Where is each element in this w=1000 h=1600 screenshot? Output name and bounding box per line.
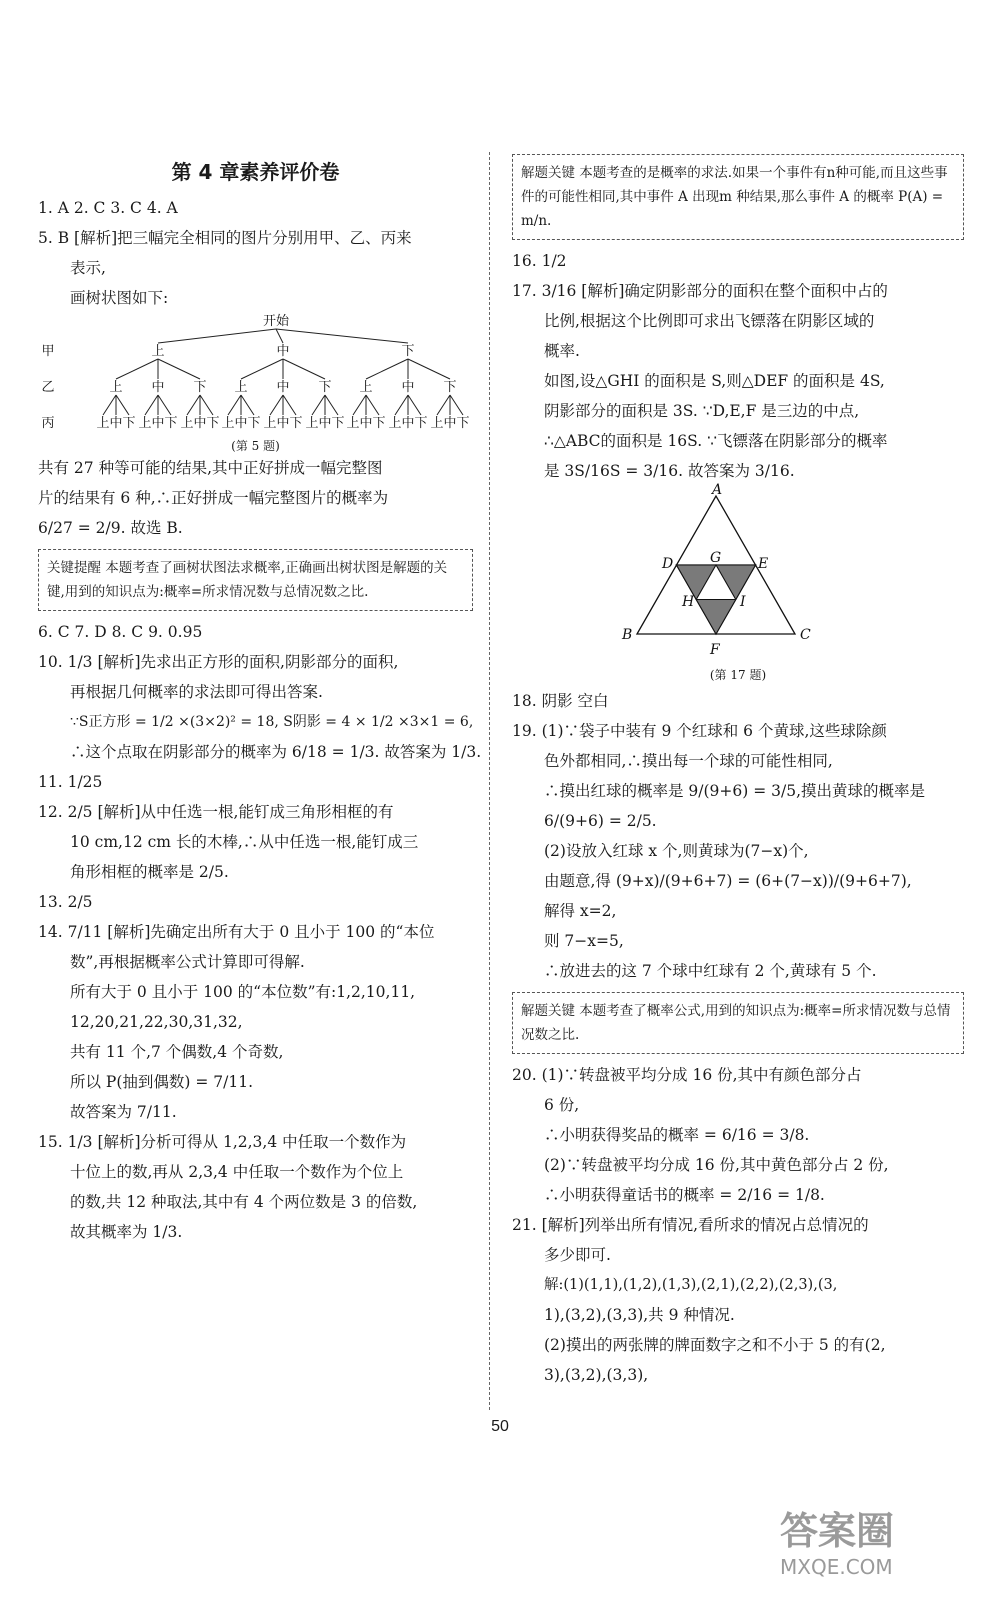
answer-line: 解:(1)(1,1),(1,2),(1,3),(2,1),(2,2),(2,3),(3, xyxy=(544,1277,838,1293)
tree-leaf: 中 xyxy=(401,416,415,431)
tree-branch xyxy=(366,395,379,415)
answer-line: 所有大于 0 且小于 100 的“本位数”有:1,2,10,11, xyxy=(70,983,416,1001)
answer-line: 共有 27 种等可能的结果,其中正好拼成一幅完整图 xyxy=(38,459,383,477)
point-label: F xyxy=(710,642,720,658)
tree-branch xyxy=(116,359,158,379)
tree-node: 中 xyxy=(276,344,290,359)
tree-leaf: 下 xyxy=(372,416,386,431)
answer-line: (2)设放入红球 x 个,则黄球为(7−x)个, xyxy=(544,842,809,860)
answer-line: 比例,根据这个比例即可求出飞镖落在阴影区域的 xyxy=(544,312,875,330)
tree-leaf: 中 xyxy=(359,416,373,431)
tree-node: 下 xyxy=(318,380,332,395)
answer-line: 6/(9+6) = 2/5. xyxy=(544,812,657,830)
tree-branch xyxy=(395,395,408,415)
answer-line: ∴摸出红球的概率是 9/(9+6) = 3/5,摸出黄球的概率是 xyxy=(544,782,926,800)
watermark-text: 答案圈 xyxy=(780,1509,895,1553)
tree-branch xyxy=(228,395,241,415)
point-label: B xyxy=(622,627,633,643)
answer-line: 18. 阴影 空白 xyxy=(512,692,609,710)
shaded-triangle xyxy=(696,600,736,635)
tree-branch xyxy=(270,395,283,415)
tree-leaf: 中 xyxy=(276,416,290,431)
answer-line: 十位上的数,再从 2,3,4 中任取一个数作为个位上 xyxy=(70,1163,404,1181)
answer-line: 12,20,21,22,30,31,32, xyxy=(70,1013,243,1031)
tree-leaf: 中 xyxy=(318,416,332,431)
tree-branch xyxy=(241,395,254,415)
answer-line: 是 3S/16S = 3/16. 故答案为 3/16. xyxy=(544,462,795,480)
answer-line: 1. A 2. C 3. C 4. A xyxy=(38,199,178,217)
tip-box: 解题关键 本题考查了概率公式,用到的知识点为:概率=所求情况数与总情况数之比. xyxy=(512,992,964,1054)
answer-line: 11. 1/25 xyxy=(38,773,103,791)
answer-line: 共有 11 个,7 个偶数,4 个奇数, xyxy=(70,1043,284,1061)
watermark-logo xyxy=(780,1500,980,1595)
answer-line: 表示, xyxy=(70,259,106,277)
answer-line: 16. 1/2 xyxy=(512,252,567,270)
tree-leaf: 上 xyxy=(388,416,402,431)
answer-line: 10. 1/3 [解析]先求出正方形的面积,阴影部分的面积, xyxy=(38,653,399,671)
tree-diagram xyxy=(38,313,473,453)
tree-leaf: 上 xyxy=(138,416,152,431)
answer-line: 6 份, xyxy=(544,1096,580,1114)
triangle-figure xyxy=(512,482,964,686)
tree-node: 上 xyxy=(151,344,165,359)
answer-line: 的数,共 12 种取法,其中有 4 个两位数是 3 的倍数, xyxy=(70,1193,418,1211)
answer-line: 6/27 = 2/9. 故选 B. xyxy=(38,519,183,537)
tree-leaf: 下 xyxy=(289,416,303,431)
tree-leaf: 中 xyxy=(234,416,248,431)
tree-leaf: 上 xyxy=(305,416,319,431)
tree-row-label: 乙 xyxy=(41,380,55,395)
answer-line: 片的结果有 6 种,∴正好拼成一幅完整图片的概率为 xyxy=(38,489,389,507)
tree-branch xyxy=(325,395,338,415)
tree-leaf: 下 xyxy=(206,416,220,431)
answer-line: 数”,再根据概率公式计算即可得解. xyxy=(70,953,305,971)
tree-node: 中 xyxy=(151,380,165,395)
point-label: G xyxy=(710,550,722,566)
point-label: C xyxy=(800,627,811,643)
tree-leaf: 中 xyxy=(443,416,457,431)
tree-branch xyxy=(158,395,171,415)
tree-node: 下 xyxy=(401,344,415,359)
tree-node: 下 xyxy=(193,380,207,395)
tree-branch xyxy=(103,395,116,415)
tree-branch xyxy=(312,395,325,415)
tree-leaf: 上 xyxy=(430,416,444,431)
answer-line: 则 7−x=5, xyxy=(544,932,624,950)
point-label: E xyxy=(758,556,769,572)
answer-line: ∴这个点取在阴影部分的概率为 6/18 = 1/3. 故答案为 1/3. xyxy=(70,743,482,761)
triangle-svg xyxy=(512,482,964,666)
tree-branch xyxy=(408,359,450,379)
tree-leaf: 上 xyxy=(221,416,235,431)
answer-line: 再根据几何概率的求法即可得出答案. xyxy=(70,683,323,701)
tip-box: 解题关键 本题考查的是概率的求法.如果一个事件有n种可能,而且这些事件的可能性相同,其中事件 A 出现m 种结果,那么事件 A 的概率 P(A) = m/n. xyxy=(512,154,964,240)
answer-line: 5. B [解析]把三幅完全相同的图片分别用甲、乙、丙来 xyxy=(38,229,412,247)
answer-line: (2)∵转盘被平均分成 16 份,其中黄色部分占 2 份, xyxy=(544,1156,889,1174)
page-title: 第 4 章素养评价卷 xyxy=(171,160,340,184)
tree-branch xyxy=(276,329,408,343)
figure-caption: (第 17 题) xyxy=(709,668,767,682)
tree-node: 上 xyxy=(109,380,123,395)
tree-leaf: 上 xyxy=(346,416,360,431)
tree-leaf: 中 xyxy=(151,416,165,431)
answer-line: ∴放进去的这 7 个球中红球有 2 个,黄球有 5 个. xyxy=(544,962,877,980)
answer-line: 色外都相同,∴摸出每一个球的可能性相同, xyxy=(544,752,833,770)
tree-leaf: 下 xyxy=(414,416,428,431)
tree-leaf: 上 xyxy=(96,416,110,431)
tree-row-label: 甲 xyxy=(41,344,55,359)
tree-node: 中 xyxy=(401,380,415,395)
tree-root: 开始 xyxy=(262,314,290,329)
answer-line: ∴△ABC的面积是 16S. ∵飞镖落在阴影部分的概率 xyxy=(544,432,888,450)
tree-branch xyxy=(187,395,200,415)
tree-branch xyxy=(353,395,366,415)
answer-line: ∵S正方形 = 1/2 ×(3×2)² = 18, S阴影 = 4 × 1/2 ×3×1 = 6, xyxy=(70,714,474,730)
tree-branch xyxy=(200,395,213,415)
tree-svg xyxy=(38,313,468,438)
tree-branch xyxy=(283,359,325,379)
tree-branch xyxy=(158,359,200,379)
point-label: D xyxy=(662,556,674,572)
tree-leaf: 下 xyxy=(164,416,178,431)
tree-leaf: 中 xyxy=(109,416,123,431)
answer-line: 画树状图如下: xyxy=(70,289,169,307)
tree-branch xyxy=(437,395,450,415)
point-label: H xyxy=(682,594,695,610)
tree-node: 中 xyxy=(276,380,290,395)
answer-line: 故其概率为 1/3. xyxy=(70,1223,183,1241)
right-column xyxy=(512,150,964,1390)
answer-line: 1),(3,2),(3,3),共 9 种情况. xyxy=(544,1306,735,1324)
tree-node: 下 xyxy=(443,380,457,395)
answer-line: 解得 x=2, xyxy=(544,902,617,920)
answer-line: 概率. xyxy=(544,342,580,360)
answer-line: 6. C 7. D 8. C 9. 0.95 xyxy=(38,623,203,641)
tree-leaf: 上 xyxy=(180,416,194,431)
point-label: I xyxy=(740,594,746,610)
point-label: A xyxy=(712,482,723,498)
answer-line: 21. [解析]列举出所有情况,看所求的情况占总情况的 xyxy=(512,1216,869,1234)
figure-caption: (第 5 题) xyxy=(231,439,280,453)
answer-line: 20. (1)∵转盘被平均分成 16 份,其中有颜色部分占 xyxy=(512,1066,862,1084)
answer-line: 故答案为 7/11. xyxy=(70,1103,177,1121)
page-number: 50 xyxy=(491,1418,509,1435)
tree-branch xyxy=(450,395,463,415)
left-column xyxy=(38,150,482,1247)
tree-leaf: 上 xyxy=(263,416,277,431)
tree-branch xyxy=(408,395,421,415)
column-divider xyxy=(489,152,490,1410)
answer-line: ∴小明获得奖品的概率 = 6/16 = 3/8. xyxy=(544,1126,810,1144)
tip-box: 关键提醒 本题考查了画树状图法求概率,正确画出树状图是解题的关键,用到的知识点为:概率=所求情况数与总情况数之比. xyxy=(38,549,473,611)
tree-branch xyxy=(145,395,158,415)
tree-row-label: 丙 xyxy=(41,416,55,431)
tree-leaf: 下 xyxy=(456,416,470,431)
answer-line: 多少即可. xyxy=(544,1246,611,1264)
tree-branch xyxy=(158,329,276,343)
answer-line: 如图,设△GHI 的面积是 S,则△DEF 的面积是 4S, xyxy=(544,372,885,390)
answer-line: 所以 P(抽到偶数) = 7/11. xyxy=(70,1073,254,1091)
tree-branch xyxy=(116,395,129,415)
answer-line: ∴小明获得童话书的概率 = 2/16 = 1/8. xyxy=(544,1186,825,1204)
tree-leaf: 下 xyxy=(331,416,345,431)
answer-line: 3),(3,2),(3,3), xyxy=(544,1366,649,1384)
answer-line: 13. 2/5 xyxy=(38,893,93,911)
answer-line: 19. (1)∵袋子中装有 9 个红球和 6 个黄球,这些球除颜 xyxy=(512,722,887,740)
tree-node: 上 xyxy=(359,380,373,395)
answer-line: 阴影部分的面积是 3S. ∵D,E,F 是三边的中点, xyxy=(544,402,860,420)
tree-branch xyxy=(283,395,296,415)
tree-branch xyxy=(241,359,283,379)
answer-line: 14. 7/11 [解析]先确定出所有大于 0 且小于 100 的“本位 xyxy=(38,923,435,941)
tree-leaf: 下 xyxy=(247,416,261,431)
tree-node: 上 xyxy=(234,380,248,395)
tree-leaf: 中 xyxy=(193,416,207,431)
answer-line: 由题意,得 (9+x)/(9+6+7) = (6+(7−x))/(9+6+7), xyxy=(544,872,912,890)
tree-leaf: 下 xyxy=(122,416,136,431)
answer-line: (2)摸出的两张牌的牌面数字之和不小于 5 的有(2, xyxy=(544,1336,886,1354)
answer-line: 10 cm,12 cm 长的木棒,∴从中任选一根,能钉成三 xyxy=(70,833,419,851)
watermark-url: MXQE.COM xyxy=(780,1555,893,1579)
tree-branch xyxy=(366,359,408,379)
answer-line: 角形相框的概率是 2/5. xyxy=(70,863,229,881)
answer-line: 12. 2/5 [解析]从中任选一根,能钉成三角形相框的有 xyxy=(38,803,394,821)
answer-line: 15. 1/3 [解析]分析可得从 1,2,3,4 中任取一个数作为 xyxy=(38,1133,407,1151)
tree-branch xyxy=(276,329,283,343)
answer-line: 17. 3/16 [解析]确定阴影部分的面积在整个面积中占的 xyxy=(512,282,888,300)
